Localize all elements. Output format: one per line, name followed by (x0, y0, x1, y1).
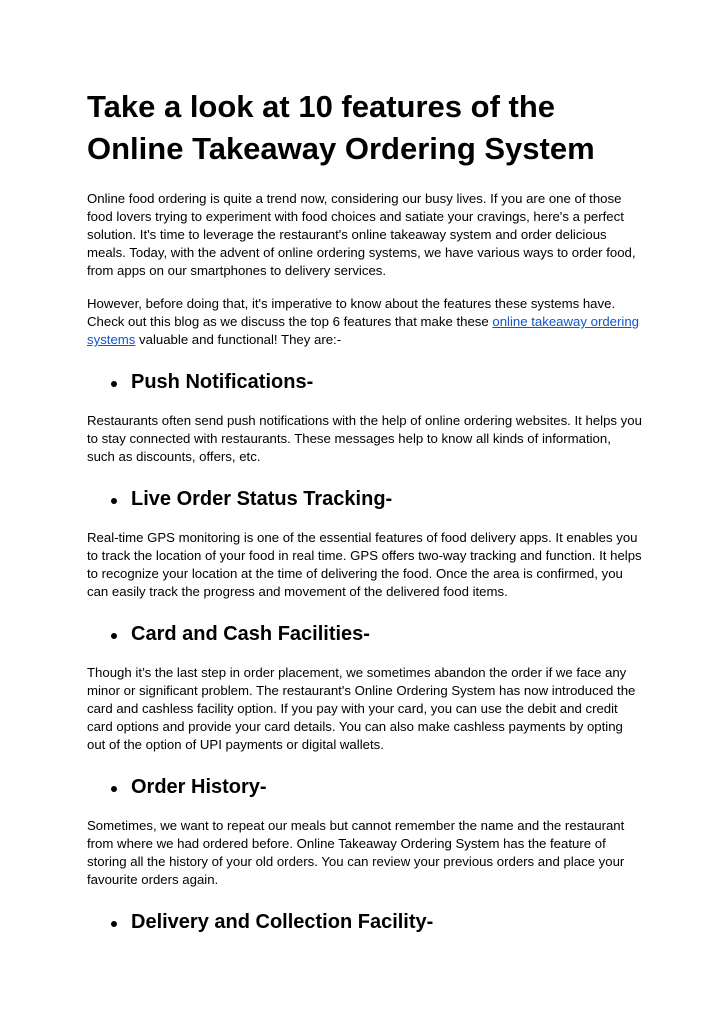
features-intro-tail: valuable and functional! They are:- (135, 332, 342, 347)
section-heading-order-history (87, 774, 642, 800)
online-takeaway-link[interactable]: online takeaway ordering systems (87, 314, 639, 347)
section-body-push-notifications: Restaurants often send push notifications with the help of online ordering websites. It helps you to stay connected with restaurants. These messages help to know all kinds of information, such as discounts, offers, etc. (87, 413, 642, 464)
section-heading-text: Card and Cash Facilities- (131, 623, 370, 645)
section-body-order-history: Sometimes, we want to repeat our meals but cannot remember the name and the restaurant from where we had ordered before. Online Takeaway Ordering System has the feature of storing all the history of your old orders. You can review your previous orders and place your favourite orders again. (87, 818, 625, 887)
section-heading-card-and-cash (87, 621, 642, 647)
bullet-icon (111, 921, 117, 927)
section-heading-text: Push Notifications- (131, 371, 314, 393)
features-intro-text: However, before doing that, it's imperative to know about the features these systems have. Check out this blog as we discuss the top 6 features that make these (87, 296, 616, 329)
bullet-icon (111, 786, 117, 792)
page-title-line-1: Take a look at 10 features of the (87, 89, 556, 124)
section-heading-delivery-collection (87, 909, 642, 935)
page-title-line-2: Online Takeaway Ordering System (87, 131, 595, 166)
page-title (87, 86, 642, 170)
section-heading-push-notifications (87, 369, 642, 395)
bullet-icon (111, 381, 117, 387)
bullet-icon (111, 633, 117, 639)
document-page (87, 86, 642, 952)
section-heading-live-order-tracking (87, 486, 642, 512)
section-heading-text: Live Order Status Tracking- (131, 488, 393, 510)
section-heading-text: Delivery and Collection Facility- (131, 911, 434, 933)
section-body-live-order-tracking: Real-time GPS monitoring is one of the essential features of food delivery apps. It enables you to track the location of your food in real time. GPS offers two-way tracking and function. It helps to recognize your location at the time of delivering the food. Once the area is confirmed, you can easily track the progress and movement of the delivered food items. (87, 530, 642, 599)
section-heading-text: Order History- (131, 776, 267, 798)
intro-paragraph: Online food ordering is quite a trend now, considering our busy lives. If you are one of those food lovers trying to experiment with food choices and satiate your cravings, here's a perfect solution. It's time to leverage the restaurant's online takeaway system and order delicious meals. Today, with the advent of online ordering systems, we have various ways to order food, from apps on our smartphones to delivery services. (87, 191, 636, 278)
features-intro-paragraph (87, 295, 642, 349)
section-body-card-and-cash: Though it’s the last step in order placement, we sometimes abandon the order if we face any minor or significant problem. The restaurant's Online Ordering System has now introduced the card and cashless facility option. If you pay with your card, you can use the debit and credit card options and provide your card details. You can also make cashless payments by opting out of the option of UPI payments or digital wallets. (87, 665, 636, 752)
bullet-icon (111, 498, 117, 504)
